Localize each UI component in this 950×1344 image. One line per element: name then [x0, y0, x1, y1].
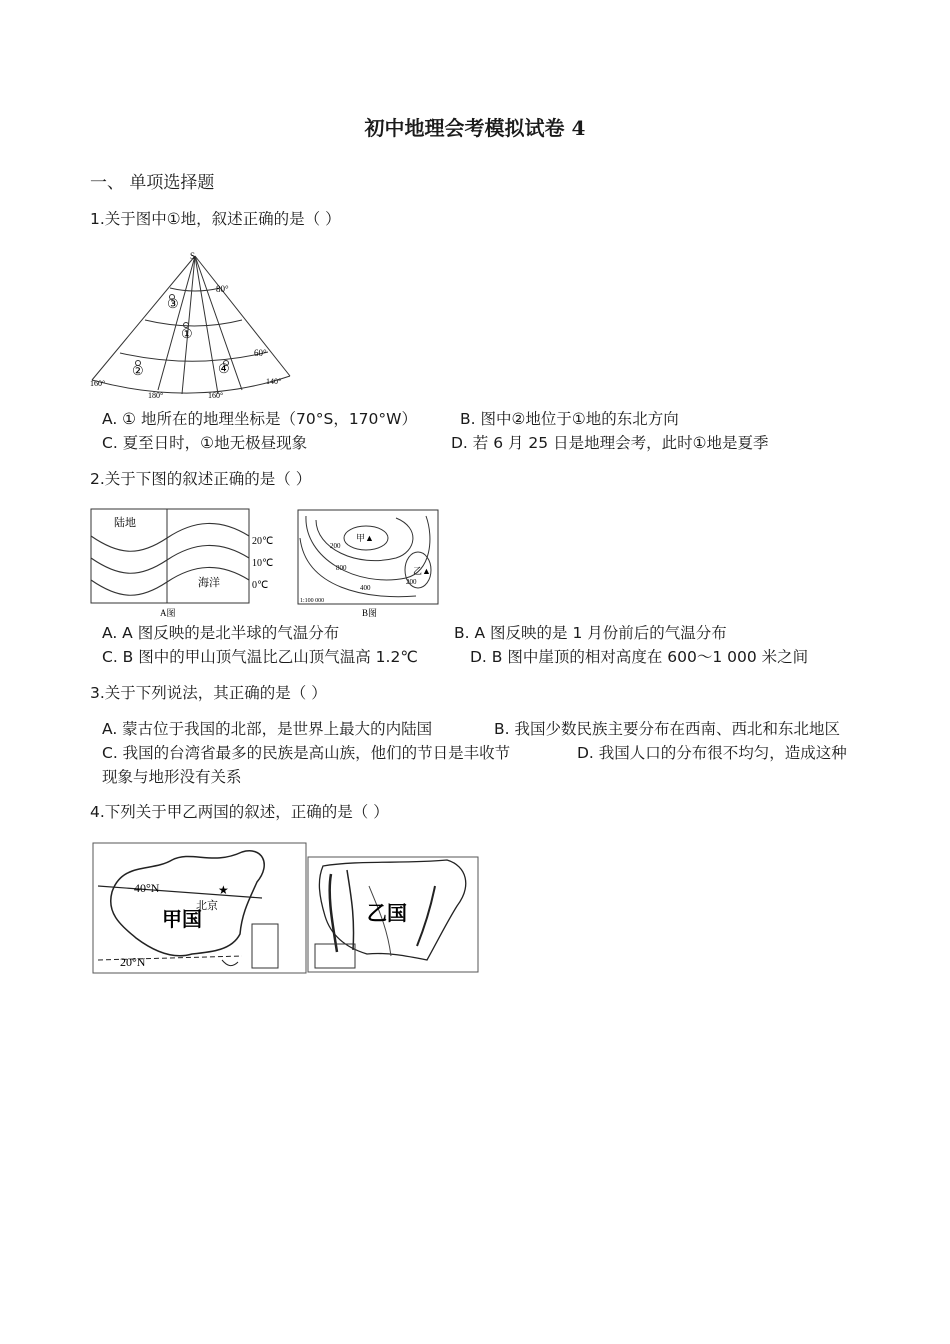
scale-label: 1:100 000: [300, 598, 325, 604]
question-4-stem: 4.下列关于甲乙两国的叙述，正确的是（ ）: [90, 803, 389, 821]
contour-800: 800: [336, 564, 347, 572]
q3-option-d-continued: 现象与地形没有关系: [102, 768, 242, 786]
figure-b-caption: B图: [362, 608, 378, 618]
point-1: ①: [181, 326, 193, 341]
isotherm-20: 20℃: [252, 536, 274, 547]
country-jia-label: 甲国: [162, 909, 202, 931]
isotherm-0: 0℃: [252, 580, 269, 591]
point-2: ②: [132, 363, 144, 378]
map-country-jia: [92, 842, 307, 974]
peak-yi: 乙▲: [413, 566, 431, 576]
peak-jia: 甲▲: [356, 533, 374, 543]
question-2-stem: 2.关于下图的叙述正确的是（ ）: [90, 470, 312, 488]
q3-option-c: C. 我国的台湾省最多的民族是高山族，他们的节日是丰收节: [102, 744, 511, 762]
capital-label: 北京: [196, 900, 218, 912]
q3-option-d: D. 我国人口的分布很不均匀，造成这种: [577, 744, 847, 762]
land-label: 陆地: [114, 517, 136, 529]
lat-label-80: 80°: [216, 284, 229, 294]
contour-200-a: 200: [330, 542, 341, 550]
q2-option-c: C. B 图中的甲山顶气温比乙山顶气温高 1.2℃: [102, 648, 418, 666]
q3-option-a: A. 蒙古位于我国的北部，是世界上最大的内陆国: [102, 720, 433, 738]
isotherm-figure-a: [90, 508, 290, 620]
q2-option-d: D. B 图中崖顶的相对高度在 600～1 000 米之间: [470, 648, 809, 666]
q1-option-c: C. 夏至日时，①地无极昼现象: [102, 434, 308, 452]
isotherm-10: 10℃: [252, 558, 274, 569]
contour-figure-b: [296, 508, 456, 620]
lat-40n-label: 40°N: [134, 881, 160, 895]
page-title: 初中地理会考模拟试卷 4: [364, 116, 586, 140]
figure-a-caption: A图: [160, 608, 176, 618]
lon-label-140: 140°: [266, 377, 282, 386]
country-yi-label: 乙国: [367, 903, 407, 925]
lon-label-160w: 160°: [90, 379, 106, 388]
question-1-stem: 1.关于图中①地，叙述正确的是（ ）: [90, 210, 341, 228]
point-4: ④: [218, 361, 230, 376]
sea-label: 海洋: [198, 577, 220, 589]
lon-label-180: 180°: [148, 391, 164, 400]
lat-label-60: 60°: [254, 348, 267, 358]
q1-option-a: A. ① 地所在的地理坐标是（70°S，170°W）: [102, 410, 417, 428]
q1-option-d: D. 若 6 月 25 日是地理会考，此时①地是夏季: [451, 434, 769, 452]
contour-200-b: 200: [406, 578, 417, 586]
map-country-yi: [307, 856, 479, 973]
q2-option-a: A. A 图反映的是北半球的气温分布: [102, 624, 340, 642]
q1-option-b: B. 图中②地位于①地的东北方向: [460, 410, 679, 428]
polar-grid-figure: [90, 248, 295, 400]
lat-20n-label: 20°N: [120, 955, 146, 969]
contour-400: 400: [360, 584, 371, 592]
point-3: ③: [167, 296, 179, 311]
question-3-stem: 3.关于下列说法，其正确的是（ ）: [90, 684, 327, 702]
capital-star-icon: ★: [218, 883, 229, 897]
lon-label-160e: 160°: [208, 391, 224, 400]
q3-option-b: B. 我国少数民族主要分布在西南、西北和东北地区: [494, 720, 840, 738]
section-heading: 一、 单项选择题: [90, 173, 215, 193]
q2-option-b: B. A 图反映的是 1 月份前后的气温分布: [454, 624, 727, 642]
pole-label: S: [190, 251, 196, 261]
